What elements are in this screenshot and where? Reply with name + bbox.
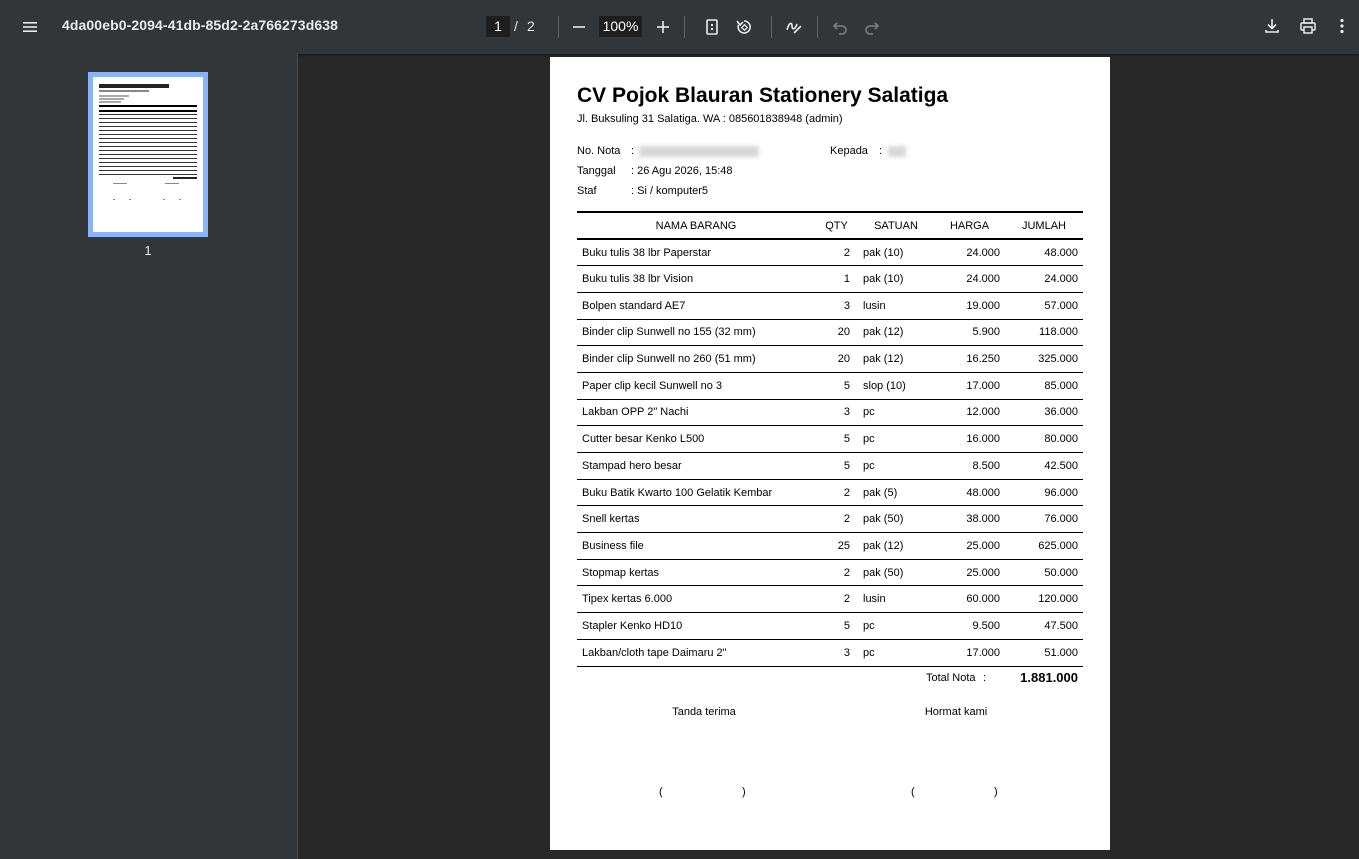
item-unit: pc <box>858 426 934 453</box>
print-icon[interactable] <box>1292 10 1324 42</box>
total-value: 1.881.000 <box>1020 670 1078 685</box>
page-thumbnail[interactable] <box>88 72 208 237</box>
item-unit: slop (10) <box>858 372 934 399</box>
item-qty: 3 <box>815 399 858 426</box>
item-qty: 2 <box>815 239 858 266</box>
paren-close-right: ) <box>994 786 998 798</box>
page-total: 2 <box>527 18 535 34</box>
toolbar-divider <box>817 16 818 38</box>
toolbar-divider <box>684 16 685 38</box>
item-name: Stopmap kertas <box>577 559 815 586</box>
table-row <box>577 506 1083 533</box>
item-price: 17.000 <box>934 372 1005 399</box>
company-name: CV Pojok Blauran Stationery Salatiga <box>577 84 949 107</box>
item-qty: 3 <box>815 639 858 666</box>
table-row <box>577 613 1083 640</box>
item-qty: 5 <box>815 426 858 453</box>
item-unit: pak (10) <box>858 239 934 266</box>
item-amount: 36.000 <box>1005 399 1083 426</box>
page-separator: / <box>514 18 518 34</box>
col-satuan: SATUAN <box>858 212 934 239</box>
item-qty: 3 <box>815 292 858 319</box>
item-amount: 48.000 <box>1005 239 1083 266</box>
toolbar-divider <box>771 16 772 38</box>
redacted-nota-number <box>639 146 759 157</box>
thumbnail-page-label: 1 <box>144 243 152 258</box>
item-price: 24.000 <box>934 266 1005 293</box>
item-price: 9.500 <box>934 613 1005 640</box>
item-unit: pak (12) <box>858 533 934 560</box>
staf-value: : Si / komputer5 <box>631 185 709 197</box>
item-unit: pak (12) <box>858 319 934 346</box>
item-name: Stapler Kenko HD10 <box>577 613 815 640</box>
item-name: Snell kertas <box>577 506 815 533</box>
menu-icon[interactable] <box>14 11 46 43</box>
item-amount: 76.000 <box>1005 506 1083 533</box>
table-row <box>577 533 1083 560</box>
kepada-label: Kepada <box>830 145 868 157</box>
paren-close-left: ) <box>742 786 746 798</box>
item-price: 12.000 <box>934 399 1005 426</box>
item-qty: 1 <box>815 266 858 293</box>
item-qty: 20 <box>815 346 858 373</box>
company-address: Jl. Buksuling 31 Salatiga. WA : 085601838948 (admin) <box>577 113 843 125</box>
item-price: 24.000 <box>934 239 1005 266</box>
item-qty: 2 <box>815 479 858 506</box>
item-amount: 118.000 <box>1005 319 1083 346</box>
item-unit: pak (10) <box>858 266 934 293</box>
item-qty: 2 <box>815 559 858 586</box>
item-amount: 51.000 <box>1005 639 1083 666</box>
item-qty: 2 <box>815 506 858 533</box>
item-price: 16.250 <box>934 346 1005 373</box>
item-qty: 2 <box>815 586 858 613</box>
item-unit: pak (5) <box>858 479 934 506</box>
item-name: Buku tulis 38 lbr Vision <box>577 266 815 293</box>
table-row <box>577 639 1083 666</box>
zoom-in-icon[interactable] <box>647 11 679 43</box>
item-amount: 625.000 <box>1005 533 1083 560</box>
item-price: 16.000 <box>934 426 1005 453</box>
item-price: 5.900 <box>934 319 1005 346</box>
item-name: Paper clip kecil Sunwell no 3 <box>577 372 815 399</box>
table-row <box>577 239 1083 266</box>
item-amount: 80.000 <box>1005 426 1083 453</box>
item-price: 25.000 <box>934 559 1005 586</box>
item-amount: 85.000 <box>1005 372 1083 399</box>
pdf-page <box>550 57 1110 850</box>
annotate-icon[interactable] <box>778 11 810 43</box>
zoom-out-icon[interactable] <box>563 11 595 43</box>
item-unit: pak (12) <box>858 346 934 373</box>
total-label: Total Nota <box>926 672 976 684</box>
item-unit: pc <box>858 453 934 480</box>
item-unit: pc <box>858 399 934 426</box>
item-amount: 120.000 <box>1005 586 1083 613</box>
nota-label: No. Nota <box>577 145 621 157</box>
item-name: Stampad hero besar <box>577 453 815 480</box>
item-price: 19.000 <box>934 292 1005 319</box>
item-qty: 5 <box>815 372 858 399</box>
item-amount: 96.000 <box>1005 479 1083 506</box>
item-unit: pc <box>858 613 934 640</box>
table-row <box>577 559 1083 586</box>
col-qty: QTY <box>815 212 858 239</box>
item-unit: pak (50) <box>858 506 934 533</box>
col-nama-barang: NAMA BARANG <box>577 212 815 239</box>
item-price: 60.000 <box>934 586 1005 613</box>
item-unit: lusin <box>858 586 934 613</box>
tanggal-label: Tanggal <box>577 165 616 177</box>
paren-open-right: ( <box>911 786 915 798</box>
item-qty: 25 <box>815 533 858 560</box>
page-number-input[interactable]: 1 <box>486 16 510 37</box>
item-price: 25.000 <box>934 533 1005 560</box>
item-qty: 5 <box>815 613 858 640</box>
table-row <box>577 346 1083 373</box>
item-name: Cutter besar Kenko L500 <box>577 426 815 453</box>
more-options-icon[interactable] <box>1328 10 1356 42</box>
undo-icon[interactable] <box>824 11 856 43</box>
item-name: Binder clip Sunwell no 155 (32 mm) <box>577 319 815 346</box>
sign-received: Tanda terima <box>672 706 736 718</box>
item-amount: 57.000 <box>1005 292 1083 319</box>
item-name: Buku tulis 38 lbr Paperstar <box>577 239 815 266</box>
zoom-input[interactable]: 100% <box>599 16 642 37</box>
col-harga: HARGA <box>934 212 1005 239</box>
table-row <box>577 586 1083 613</box>
item-name: Tipex kertas 6.000 <box>577 586 815 613</box>
tanggal-value: : 26 Agu 2026, 15:48 <box>631 165 733 177</box>
table-header-row <box>577 212 1083 239</box>
item-name: Business file <box>577 533 815 560</box>
fit-page-icon[interactable] <box>696 11 728 43</box>
sign-regards: Hormat kami <box>924 706 988 718</box>
item-name: Lakban OPP 2" Nachi <box>577 399 815 426</box>
item-qty: 5 <box>815 453 858 480</box>
download-icon[interactable] <box>1256 10 1288 42</box>
item-name: Binder clip Sunwell no 260 (51 mm) <box>577 346 815 373</box>
item-amount: 50.000 <box>1005 559 1083 586</box>
item-amount: 47.500 <box>1005 613 1083 640</box>
document-title: 4da00eb0-2094-41db-85d2-2a766273d638 <box>62 17 338 33</box>
total-colon: : <box>983 672 987 684</box>
item-unit: lusin <box>858 292 934 319</box>
thumbnail-preview <box>93 77 203 232</box>
staf-label: Staf <box>577 185 597 197</box>
redacted-recipient <box>888 146 906 157</box>
table-row <box>577 292 1083 319</box>
item-price: 8.500 <box>934 453 1005 480</box>
item-name: Bolpen standard AE7 <box>577 292 815 319</box>
item-amount: 42.500 <box>1005 453 1083 480</box>
item-unit: pc <box>858 639 934 666</box>
col-jumlah: JUMLAH <box>1005 212 1083 239</box>
table-row <box>577 319 1083 346</box>
table-row <box>577 399 1083 426</box>
redo-icon[interactable] <box>856 11 888 43</box>
item-name: Lakban/cloth tape Daimaru 2" <box>577 639 815 666</box>
rotate-icon[interactable] <box>728 11 760 43</box>
item-price: 17.000 <box>934 639 1005 666</box>
toolbar-divider <box>558 16 559 38</box>
item-price: 48.000 <box>934 479 1005 506</box>
thumbnail-sidebar <box>0 54 298 859</box>
table-row <box>577 453 1083 480</box>
item-amount: 325.000 <box>1005 346 1083 373</box>
item-amount: 24.000 <box>1005 266 1083 293</box>
table-row <box>577 266 1083 293</box>
item-price: 38.000 <box>934 506 1005 533</box>
item-name: Buku Batik Kwarto 100 Gelatik Kembar <box>577 479 815 506</box>
item-unit: pak (50) <box>858 559 934 586</box>
pdf-toolbar <box>0 0 1359 54</box>
table-row <box>577 426 1083 453</box>
items-table <box>577 211 1083 667</box>
paren-open-left: ( <box>659 786 663 798</box>
nota-colon: : <box>631 145 635 157</box>
kepada-colon: : <box>879 145 883 157</box>
table-row <box>577 372 1083 399</box>
table-row <box>577 479 1083 506</box>
item-qty: 20 <box>815 319 858 346</box>
